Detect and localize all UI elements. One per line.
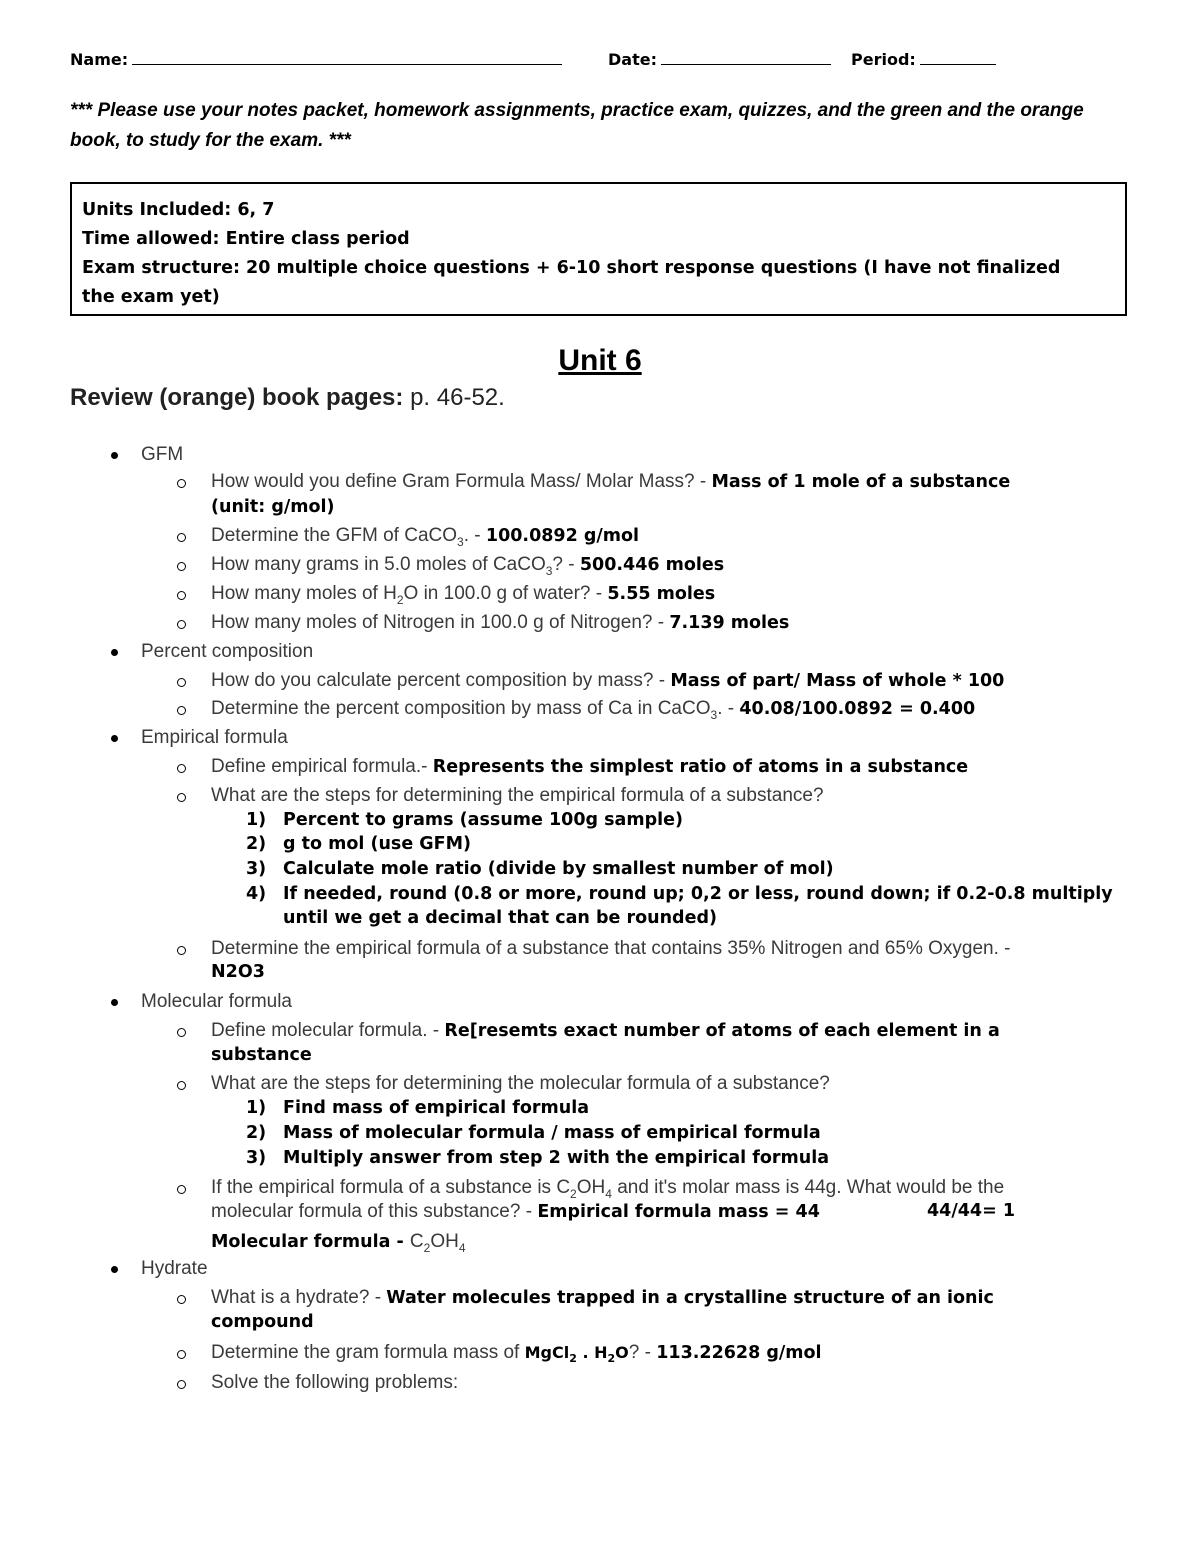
circle-bullet-icon: [177, 533, 186, 542]
circle-bullet-icon: [177, 946, 186, 955]
bullet-icon: [111, 452, 118, 459]
name-label: Name:: [70, 50, 129, 69]
circle-bullet-icon: [177, 1350, 186, 1359]
step-number: 2): [246, 1123, 267, 1143]
gfm-a4: 5.55 moles: [607, 584, 716, 604]
hydrate-a1-cont: compound: [211, 1312, 314, 1332]
section-hydrate: Hydrate: [141, 1258, 208, 1279]
exam-info-box: [70, 182, 1127, 316]
percent-q2: Determine the percent composition by mass of Ca in CaCO$_3$. - 40.08/100.0892 = 0.400: [211, 698, 976, 722]
molecular-q3-cont: molecular formula of this substance? - Empirical formula mass = 44: [211, 1201, 820, 1222]
circle-bullet-icon: [177, 764, 186, 773]
name-blank[interactable]: [132, 46, 562, 65]
step-number: 3): [246, 1148, 267, 1168]
gfm-a2: 100.0892 g/mol: [485, 526, 640, 546]
section-empirical-formula: Empirical formula: [141, 727, 288, 748]
empirical-a1: Represents the simplest ratio of atoms in a substance: [432, 757, 969, 777]
review-label: Review (orange) book pages:: [70, 384, 404, 411]
empirical-step-3: Calculate mole ratio (divide by smallest number of mol): [283, 859, 834, 879]
hydrate-q3: Solve the following problems:: [211, 1372, 459, 1393]
step-number: 3): [246, 859, 267, 879]
empirical-q2: What are the steps for determining the empirical formula of a substance?: [211, 785, 824, 806]
molecular-a3: Empirical formula mass = 44: [537, 1202, 820, 1222]
period-field[interactable]: [851, 46, 996, 69]
gfm-a3: 500.446 moles: [579, 555, 725, 575]
molecular-a3-formula: Molecular formula - $C_2OH_4$: [211, 1231, 466, 1255]
date-blank[interactable]: [661, 46, 831, 65]
study-note: *** Please use your notes packet, homework assignments, practice exam, quizzes, and the green and the orange book, to study for the exam. ***: [70, 100, 1084, 151]
empirical-step-4-cont: until we get a decimal that can be rounded): [283, 908, 717, 928]
section-molecular-formula: Molecular formula: [141, 991, 292, 1012]
molecular-a3-ratio: 44/44= 1: [927, 1201, 1016, 1221]
period-blank[interactable]: [920, 46, 996, 65]
time-allowed: Time allowed: Entire class period: [82, 229, 410, 249]
exam-structure-cont: the exam yet): [82, 287, 220, 307]
period-label: Period:: [851, 50, 916, 69]
empirical-step-4: If needed, round (0.8 or more, round up; 0,2 or less, round down; if 0.2-0.8 multiply: [283, 884, 1113, 904]
empirical-q3: Determine the empirical formula of a substance that contains 35% Nitrogen and 65% Oxygen. -: [211, 938, 1011, 959]
hydrate-a2: 113.22628 g/mol: [656, 1343, 822, 1363]
circle-bullet-icon: [177, 706, 186, 715]
molecular-step-3: Multiply answer from step 2 with the empirical formula: [283, 1148, 830, 1168]
percent-a2: 40.08/100.0892 = 0.400: [739, 699, 976, 719]
gfm-q5: How many moles of Nitrogen in 100.0 g of Nitrogen? - 7.139 moles: [211, 612, 790, 633]
section-gfm: GFM: [141, 444, 184, 465]
circle-bullet-icon: [177, 1081, 186, 1090]
gfm-q2: Determine the GFM of CaCO$_3$. - 100.0892 g/mol: [211, 525, 640, 549]
molecular-step-1: Find mass of empirical formula: [283, 1098, 590, 1118]
name-field[interactable]: [70, 46, 562, 69]
molecular-q3: If the empirical formula of a substance is $C_2OH_4$ and it's molar mass is 44g. What would be the: [211, 1177, 1005, 1201]
bullet-icon: [111, 735, 118, 742]
molecular-a1: Re[resemts exact number of atoms of each element in a: [444, 1021, 1000, 1041]
units-included: Units Included: 6, 7: [82, 200, 275, 220]
gfm-a5: 7.139 moles: [669, 613, 790, 633]
student-info-header: [70, 46, 1130, 72]
molecular-step-2: Mass of molecular formula / mass of empirical formula: [283, 1123, 821, 1143]
gfm-a1-cont: (unit: g/mol): [211, 497, 335, 517]
bullet-icon: [111, 999, 118, 1006]
circle-bullet-icon: [177, 678, 186, 687]
review-pages: [70, 384, 505, 412]
gfm-q4: How many moles of $H_2O$ in 100.0 g of water? - 5.55 moles: [211, 583, 716, 607]
empirical-step-2: g to mol (use GFM): [283, 834, 472, 854]
hydrate-formula: MgCl$_2$ . $H_2O$: [524, 1343, 629, 1366]
circle-bullet-icon: [177, 793, 186, 802]
gfm-a1: Mass of 1 mole of a substance: [711, 472, 1011, 492]
circle-bullet-icon: [177, 1185, 186, 1194]
section-percent-composition: Percent composition: [141, 641, 314, 662]
date-field[interactable]: [608, 46, 831, 69]
empirical-step-1: Percent to grams (assume 100g sample): [283, 810, 683, 830]
review-page-range: p. 46-52.: [403, 384, 505, 411]
circle-bullet-icon: [177, 591, 186, 600]
hydrate-a1: Water molecules trapped in a crystalline structure of an ionic: [386, 1288, 994, 1308]
circle-bullet-icon: [177, 1028, 186, 1037]
hydrate-q1: What is a hydrate? - Water molecules trapped in a crystalline structure of an ionic: [211, 1287, 994, 1308]
bullet-icon: [111, 1266, 118, 1273]
empirical-q1: Define empirical formula.- Represents the simplest ratio of atoms in a substance: [211, 756, 969, 777]
step-number: 4): [246, 884, 267, 904]
gfm-q3: How many grams in 5.0 moles of CaCO$_3$? - 500.446 moles: [211, 554, 725, 578]
step-number: 2): [246, 834, 267, 854]
exam-structure: Exam structure: 20 multiple choice questions + 6-10 short response questions (I have not finalized: [82, 258, 1061, 278]
unit-title: Unit 6: [558, 344, 642, 377]
step-number: 1): [246, 1098, 267, 1118]
bullet-icon: [111, 649, 118, 656]
percent-a1: Mass of part/ Mass of whole * 100: [670, 671, 1005, 691]
molecular-q2: What are the steps for determining the molecular formula of a substance?: [211, 1073, 830, 1094]
hydrate-q2: Determine the gram formula mass of MgCl$_2$ . $H_2O$? - 113.22628 g/mol: [211, 1342, 822, 1366]
circle-bullet-icon: [177, 562, 186, 571]
step-number: 1): [246, 810, 267, 830]
gfm-q1: How would you define Gram Formula Mass/ Molar Mass? - Mass of 1 mole of a substance: [211, 471, 1011, 492]
percent-q1: How do you calculate percent composition by mass? - Mass of part/ Mass of whole * 100: [211, 670, 1005, 691]
molecular-q1: Define molecular formula. - Re[resemts exact number of atoms of each element in a: [211, 1020, 1000, 1041]
circle-bullet-icon: [177, 1295, 186, 1304]
date-label: Date:: [608, 50, 657, 69]
circle-bullet-icon: [177, 620, 186, 629]
circle-bullet-icon: [177, 1380, 186, 1389]
molecular-a1-cont: substance: [211, 1045, 312, 1065]
empirical-a3: N2O3: [211, 962, 265, 982]
circle-bullet-icon: [177, 479, 186, 488]
